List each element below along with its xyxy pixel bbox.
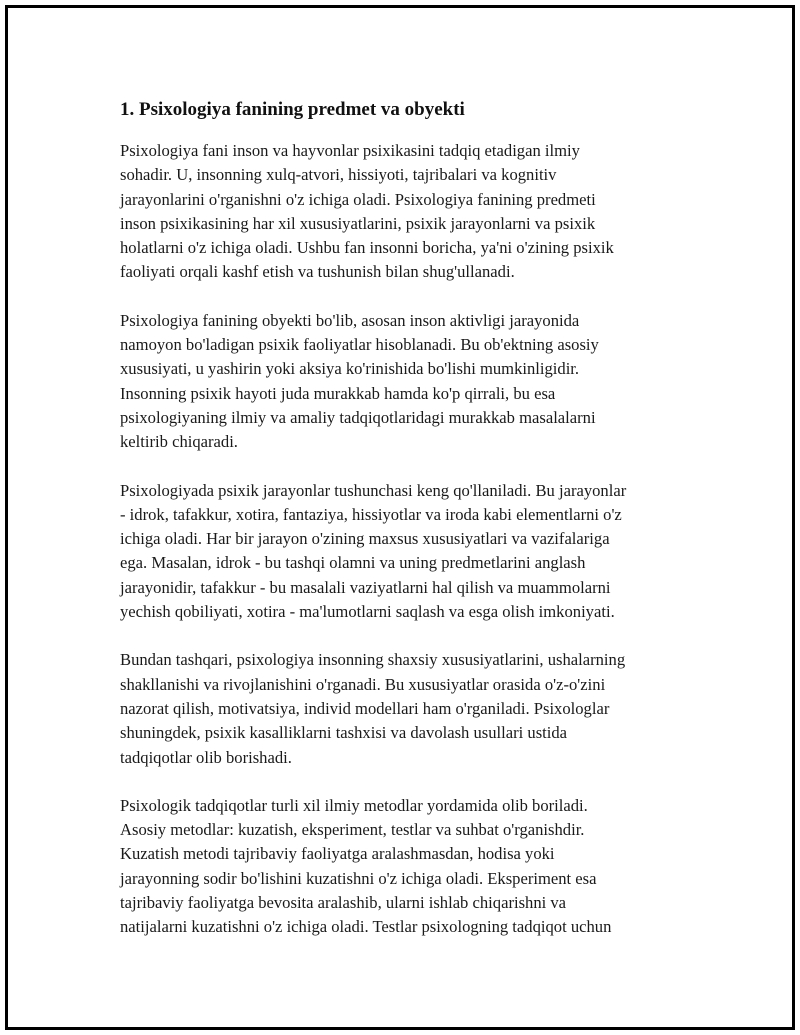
paragraph-3: Psixologiyada psixik jarayonlar tushunchasi keng qo'llaniladi. Bu jarayonlar - idrok, tafakkur, xotira, fantaziya, hissiyotlar va iroda kabi elementlarni o'z ichiga oladi. Har bir jarayon o'zining maxsus xususiyatlari va vazifalariga ega. Masalan, idrok - bu tashqi olamni va uning predmetlarini anglash jarayonidir, tafakkur - bu masalali vaziyatlarni hal qilish va muammolarni yechish qobiliyati, xotira - ma'lumotlarni saqlash va esga olish imkoniyati. [120,480,627,622]
paragraph-4: Bundan tashqari, psixologiya insonning shaxsiy xususiyatlarini, ushalarning shakllanishi va rivojlanishini o'rganadi. Bu xususiyatlar orasida o'z-o'zini nazorat qilish, motivatsiya, individ modellari ham o'rganiladi. Psixologlar shuningdek, psixik kasalliklarni tashxisi va davolash usullari ustida tadqiqotlar olib borishadi. [120,650,626,767]
document-body [120,96,702,964]
paragraph-5: Psixologik tadqiqotlar turli xil ilmiy metodlar yordamida olib boriladi. Asosiy metodlar: kuzatish, eksperiment, testlar va suhbat o'rganishdir. Kuzatish metodi tajribaviy faoliyatga aralashmasdan, hodisa yoki jarayonning sodir bo'lishini kuzatishni o'z ichiga oladi. Eksperiment esa tajribaviy faoliyatga bevosita aralashib, ularni ishlab chiqarishni va natijalarni kuzatishni o'z ichiga oladi. Testlar psixologning tadqiqot uchun [120,795,612,937]
paragraph-2: Psixologiya fanining obyekti bo'lib, asosan inson aktivligi jarayonida namoyon bo'ladigan psixik faoliyatlar hisoblanadi. Bu ob'ektning asosiy xususiyati, u yashirin yoki aksiya ko'rinishida bo'lishi mumkinligidir. Insonning psixik hayoti juda murakkab hamda ko'p qirrali, bu esa psixologiyaning ilmiy va amaliy tadqiqotlaridagi murakkab masalalarni keltirib chiqaradi. [120,310,599,452]
page-frame [5,5,795,1030]
section-heading: 1. Psixologiya fanining predmet va obyekti [120,99,465,120]
paragraph-1: Psixologiya fani inson va hayvonlar psixikasini tadqiq etadigan ilmiy sohadir. U, insonning xulq-atvori, hissiyoti, tajribalari va kognitiv jarayonlarini o'rganishni o'z ichiga oladi. Psixologiya fanining predmeti inson psixikasining har xil xususiyatlarini, psixik jarayonlarni va psixik holatlarni o'z ichiga oladi. Ushbu fan insonni boricha, ya'ni o'zining psixik faoliyati orqali kashf etish va tushunish bilan shug'ullanadi. [120,141,614,282]
